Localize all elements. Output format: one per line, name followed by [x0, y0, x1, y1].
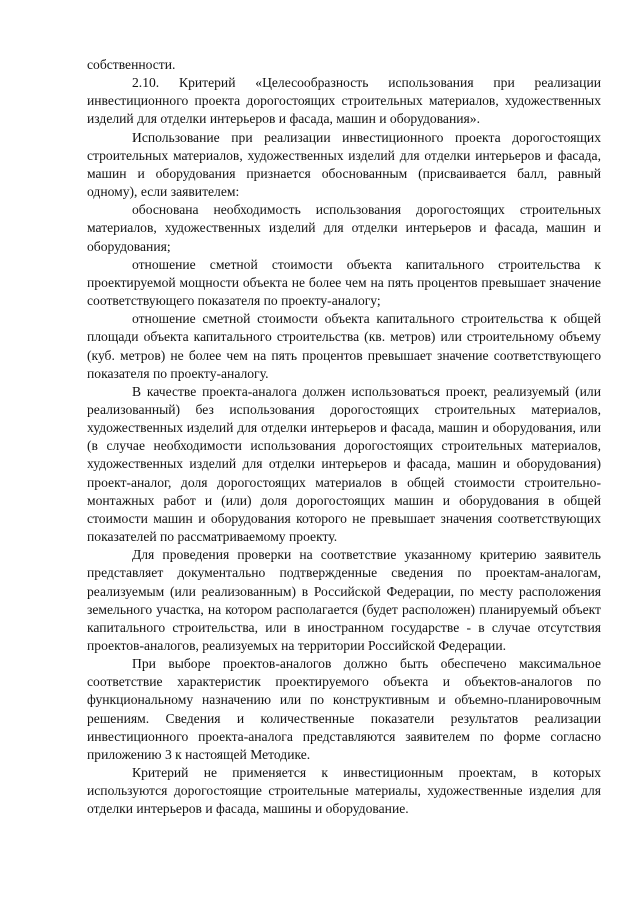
paragraph-condition-capacity-ratio: отношение сметной стоимости объекта капитального строительства к проектируемой мощности объекта не более чем на пять процентов превышает значение соответствующего показателя по проекту-аналогу; — [87, 256, 601, 309]
paragraph-condition-justification: обоснована необходимость использования дорогостоящих строительных материалов, художественных изделий для отделки интерьеров и фасада, машин и оборудования; — [87, 202, 601, 254]
paragraph-condition-area-ratio: отношение сметной стоимости объекта капитального строительства к общей площади объекта капитального строительства (кв. метров) или строительному объему (куб. метров) не более чем на пять процентов превышает значение соответствующего показателя по проекту-аналогу. — [87, 311, 601, 381]
paragraph-analog-project-definition: В качестве проекта-аналога должен использоваться проект, реализуемый (или реализованный) без использования дорогостоящих строительных материалов, художественных изделий для отделки интерьеров и фасада, машин и оборудования, или (в случае необходимости использования дорогостоящих строительных материалов, художественных изделий для отделки интерьеров и фасада, машин и оборудования) проект-аналог, доля дорогостоящих материалов в общей стоимости строительно-монтажных работ и (или) доля дорогостоящих машин и оборудования в общей стоимости машин и оборудования которого не превышает значения соответствующих показателей по рассматриваемому проекту. — [87, 383, 601, 545]
paragraph-criterion-exception: Критерий не применяется к инвестиционным проектам, в которых используются дорогостоящие строительные материалы, художественные изделия для отделки интерьеров и фасада, машины и оборудование. — [87, 765, 601, 817]
paragraph-continuation: собственности. — [87, 57, 176, 72]
paragraph-usage-condition: Использование при реализации инвестиционного проекта дорогостоящих строительных материалов, художественных изделий для отделки интерьеров и фасада, машин и оборудования признается обоснованным (присваивается балл, равный одному), если заявителем: — [87, 129, 601, 200]
document-page — [87, 56, 601, 819]
paragraph-criterion-heading: 2.10. Критерий «Целесообразность использования при реализации инвестиционного проекта дорогостоящих строительных материалов, художественных изделий для отделки интерьеров и фасада, машин и оборудования». — [87, 75, 601, 127]
paragraph-verification-info: Для проведения проверки на соответствие указанному критерию заявитель представляет документально подтвержденные сведения по проектам-аналогам, реализуемым (или реализованным) в Российской Федерации, по месту расположения земельного участка, на котором располагается (будет расположен) планируемый объект капитального строительства, или в иностранном государстве - в случае отсутствия проектов-аналогов, реализуемых на территории Российской Федерации. — [87, 547, 601, 653]
paragraph-analog-selection: При выборе проектов-аналогов должно быть обеспечено максимальное соответствие характеристик проектируемого объекта и объектов-аналогов по функциональному назначению или по конструктивным и объемно-планировочным решениям. Сведения и количественные показатели результатов реализации инвестиционного проекта-аналога представляются заявителем по форме согласно приложению 3 к настоящей Методике. — [87, 656, 601, 762]
